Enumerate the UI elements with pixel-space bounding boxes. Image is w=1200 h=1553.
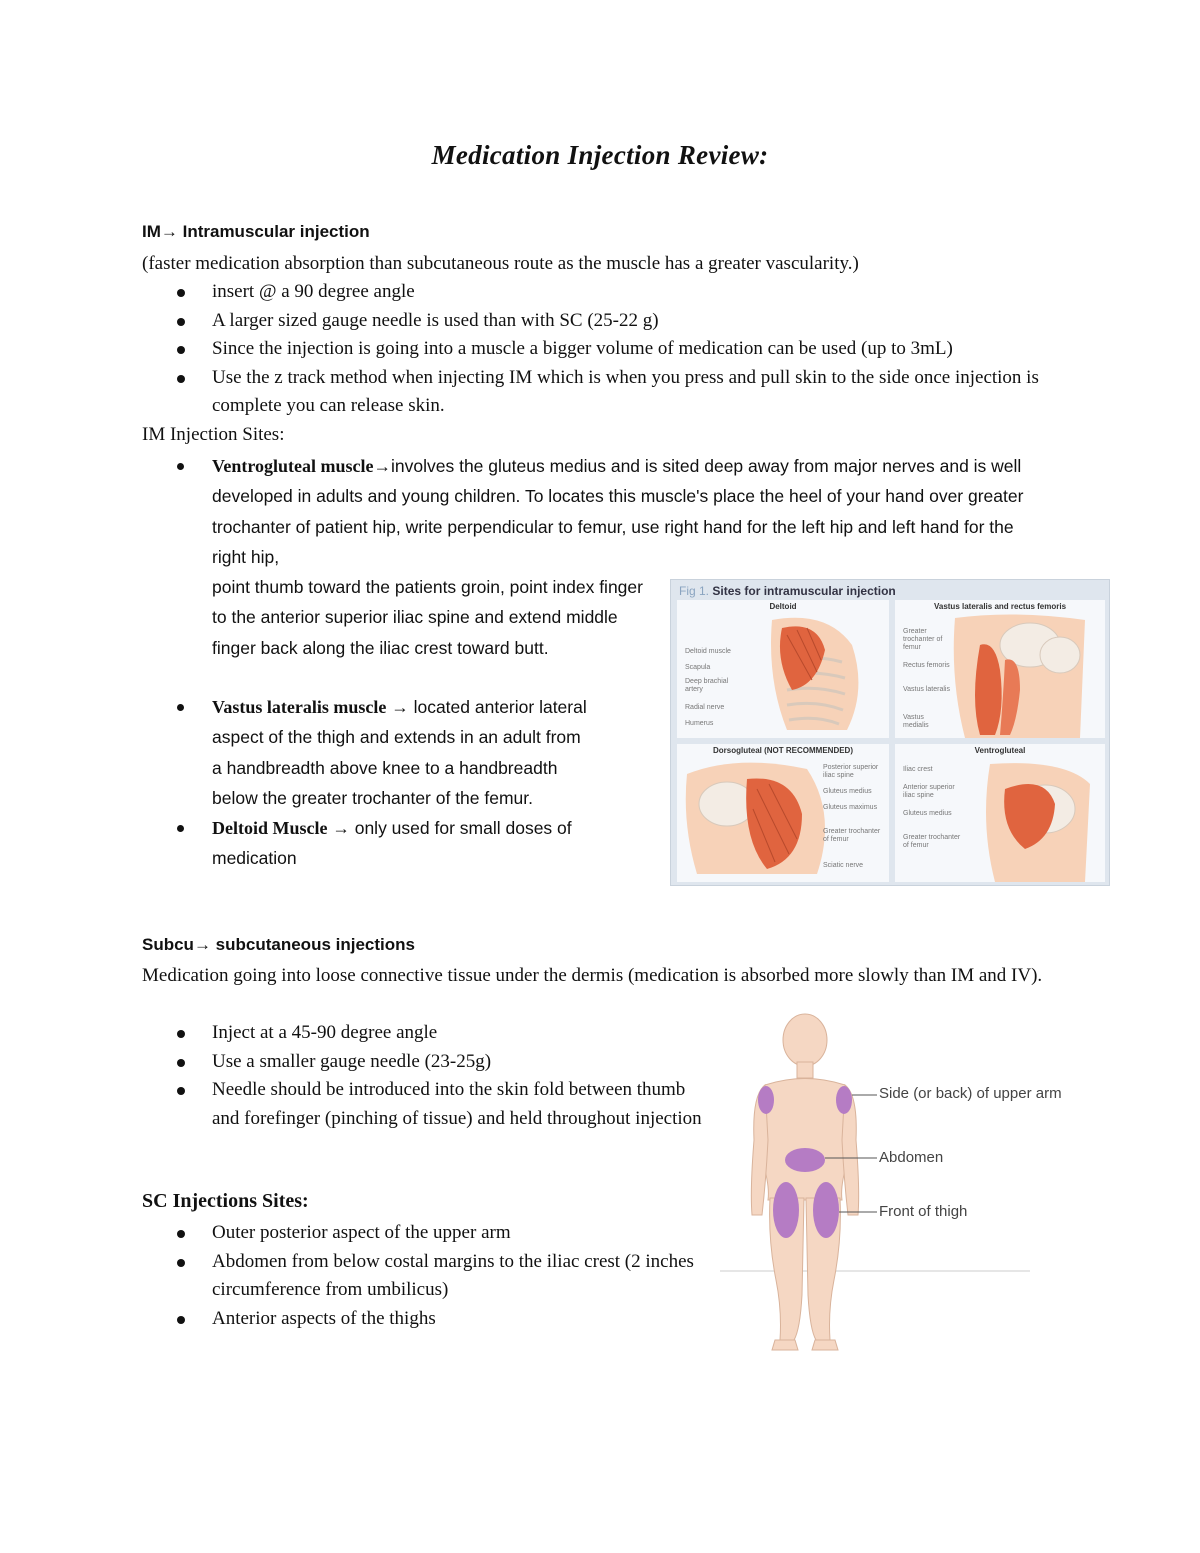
thigh-site-label: Front of thigh [879, 1203, 968, 1220]
sc-intro: Medication going into loose connective tissue under the dermis (medication is absorbed more slowly than IM and IV). [142, 965, 1043, 986]
list-item: Since the injection is going into a muscle a bigger volume of medication can be used (up to 3mL) [142, 335, 1072, 364]
list-item: Needle should be introduced into the skin fold between thumb and forefinger (pinching of tissue) and held throughout injection [142, 1076, 702, 1133]
im-intro: (faster medication absorption than subcutaneous route as the muscle has a greater vascularity.) [142, 253, 859, 274]
im-heading: IM→ Intramuscular injection [142, 222, 370, 241]
body-illustration [720, 1010, 1100, 1360]
sc-heading: Subcu→ subcutaneous injections [142, 935, 415, 954]
arm-site-label: Side (or back) of upper arm [879, 1085, 1062, 1102]
site-label: Ventrogluteal muscle [212, 456, 374, 476]
sc-sites-list [142, 1219, 712, 1333]
list-item: Outer posterior aspect of the upper arm [142, 1219, 712, 1248]
list-item: Use the z track method when injecting IM which is when you press and pull skin to the side once injection is complete you can release skin. [142, 364, 1072, 421]
deltoid-panel: Deltoid Deltoid muscle Scapula Deep brachial artery Radial nerve Humerus [677, 600, 889, 738]
sc-bullet-list [142, 1019, 702, 1133]
site-text: only used for small doses of medication [212, 818, 572, 869]
site-text: involves the gluteus medius and is sited deep away from major nerves and is well developed in adults and young children. To locates this muscle's place the heel of your hand over greater trochanter of patient hip, write perpendicular to femur, use right hand for the left hip and left hand for the right hip, [212, 456, 1024, 567]
site-label: Vastus lateralis muscle [212, 697, 387, 717]
list-item: Abdomen from below costal margins to the iliac crest (2 inches circumference from umbilicus) [142, 1248, 712, 1305]
sc-sites-heading: SC Injections Sites: [142, 1190, 309, 1212]
im-sites-figure [670, 579, 1110, 886]
site-text-continued: point thumb toward the patients groin, point index finger to the anterior superior iliac spine and extend middle finger back along the iliac crest toward butt. [212, 577, 643, 658]
vastus-panel: Vastus lateralis and rectus femoris Greater trochanter of femur Rectus femoris Vastus lateralis Vastus medialis [895, 600, 1105, 738]
site-text: located anterior lateral aspect of the thigh and extends in an adult from a handbreadth above knee to a handbreadth below the greater trochanter of the femur. [212, 697, 587, 808]
site-label: Deltoid Muscle [212, 818, 328, 839]
figure-title: Fig 1. Sites for intramuscular injection [679, 584, 896, 598]
list-item: Inject at a 45-90 degree angle [142, 1019, 702, 1048]
dorsogluteal-panel: Dorsogluteal (NOT RECOMMENDED) Posterior superior iliac spine Gluteus medius Gluteus maximus Greater trochanter of femur Sciatic nerve [677, 744, 889, 882]
list-item: A larger sized gauge needle is used than with SC (25-22 g) [142, 307, 1072, 336]
list-item: Anterior aspects of the thighs [142, 1305, 712, 1334]
im-sites-heading: IM Injection Sites: [142, 424, 285, 445]
list-item: insert @ a 90 degree angle [142, 278, 1072, 307]
im-bullet-list [142, 278, 1072, 421]
site-item-vastus-lateralis: Vastus lateralis muscle → located anterior lateral aspect of the thigh and extends in an adult from a handbreadth above knee to a handbreadth below the greater trochanter of the femur. [142, 692, 587, 813]
site-item-ventrogluteal: Ventrogluteal muscle→involves the gluteus medius and is sited deep away from major nerves and is well developed in adults and young children. To locates this muscle's place the heel of your hand over greater trochanter of patient hip, write perpendicular to femur, use right hand for the left hip and left hand for the right hip, point thumb toward the patients groin, point index finger to the anterior superior iliac spine and extend middle finger back along the iliac crest toward butt. [142, 451, 1047, 663]
sc-sites-figure [720, 1010, 1100, 1360]
list-item: Use a smaller gauge needle (23-25g) [142, 1048, 702, 1077]
site-item-deltoid: Deltoid Muscle → only used for small doses of medication [142, 813, 587, 874]
abdomen-site-label: Abdomen [879, 1149, 944, 1166]
ventrogluteal-panel: Ventrogluteal Iliac crest Anterior superior iliac spine Gluteus medius Greater trochanter of femur [895, 744, 1105, 882]
im-sites-list-2 [142, 692, 587, 874]
page-title: Medication Injection Review: [431, 140, 769, 170]
